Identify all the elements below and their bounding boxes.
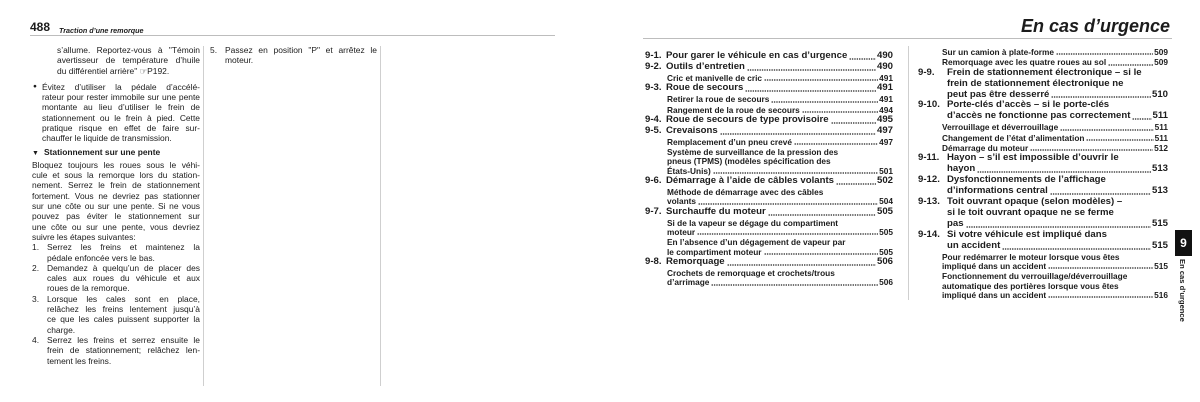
toc-page-number: 509	[1154, 57, 1168, 68]
text-line: roues de la remorque.	[47, 283, 130, 294]
toc-title-line: Méthode de démarrage avec des câbles	[667, 187, 824, 198]
toc-subsection-entry	[918, 134, 1168, 143]
toc-dot-leader	[1050, 193, 1151, 195]
text-line: cule et sous la remorque lors du station-	[32, 170, 200, 181]
text-line: pratique risque en effet de faire sur-	[42, 123, 200, 134]
header-rule-right	[643, 38, 1172, 39]
toc-column-1	[645, 51, 893, 288]
toc-entry-text	[667, 148, 893, 176]
running-header-title: Traction d’une remorque	[59, 26, 144, 35]
toc-page-number: 495	[876, 113, 893, 125]
text-line: Évitez d’utiliser la pédale d’accélé-	[42, 81, 200, 92]
left-page-column-2	[210, 45, 377, 66]
toc-subsection-entry	[918, 272, 1168, 300]
toc-section-entry	[918, 175, 1168, 197]
toc-title-text: Démarrage à l’aide de câbles volants	[666, 175, 834, 187]
toc-dot-leader	[698, 203, 878, 205]
toc-entry-text	[947, 230, 1168, 252]
toc-subsection-entry	[645, 95, 893, 104]
toc-title-text: un accident	[947, 239, 1001, 251]
toc-title-text: pas	[947, 217, 964, 229]
list-marker: 3.	[32, 293, 40, 304]
toc-dot-leader	[711, 284, 878, 286]
toc-dot-leader	[802, 111, 878, 113]
toc-title-line: automatique des portières lorsque vous êtes	[942, 280, 1119, 291]
toc-entry-text	[942, 48, 1168, 57]
toc-entry-text	[666, 176, 893, 187]
toc-page-number: 501	[879, 165, 893, 176]
toc-page-number: 515	[1151, 217, 1168, 229]
toc-page-number: 490	[876, 60, 893, 72]
text-line: Lorsque les cales sont en place,	[47, 293, 200, 304]
text-line: sur une côte ou sur une pente. Si ne vous	[32, 201, 200, 212]
toc-subsection-entry	[645, 269, 893, 288]
heading-marker: ▼	[32, 150, 39, 158]
toc-title-text: Roue de secours	[666, 82, 744, 94]
toc-page-number: 513	[1151, 163, 1168, 175]
toc-title-text: le compartiment moteur	[667, 246, 762, 257]
toc-page-number: 505	[879, 226, 893, 237]
toc-section-entry	[645, 176, 893, 187]
toc-title-line: Dysfonctionnements de l’affichage	[947, 174, 1106, 186]
toc-dot-leader	[697, 233, 878, 235]
toc-dot-leader	[771, 101, 878, 103]
toc-subsection-entry	[645, 188, 893, 207]
toc-title-line-with-page	[667, 138, 893, 147]
toc-section-entry	[918, 230, 1168, 252]
toc-subsection-entry	[918, 48, 1168, 57]
text-line: relâchez les freins lentement jusqu’à	[47, 304, 200, 315]
continuation-block	[32, 45, 200, 76]
toc-dot-leader	[836, 183, 876, 185]
toc-dot-leader	[747, 69, 876, 71]
list-marker: 1.	[32, 242, 40, 253]
toc-entry-text	[667, 138, 893, 147]
column-divider	[380, 46, 381, 386]
toc-subsection-entry	[645, 238, 893, 257]
toc-title-line: En l’absence d’un dégagement de vapeur par	[667, 237, 846, 248]
toc-entry-text	[666, 257, 893, 268]
toc-title-text: d’accès ne fonctionne pas correctement	[947, 110, 1131, 122]
toc-page-number: 516	[1154, 289, 1168, 300]
toc-title-line: Pour redémarrer le moteur lorsque vous êtes	[942, 251, 1120, 262]
toc-title-text: Pour garer le véhicule en cas d’urgence	[666, 50, 848, 61]
left-page-column-1	[32, 45, 200, 366]
toc-page-number: 502	[876, 175, 893, 187]
text-line: pédale enfoncée vers le bas.	[47, 252, 155, 263]
toc-title-line: Si votre véhicule est impliqué dans	[947, 228, 1107, 240]
toc-entry-text	[666, 126, 893, 137]
text-line: suivre les étapes suivantes:	[32, 231, 136, 242]
toc-column-2	[918, 48, 1168, 300]
toc-page-number: 505	[879, 246, 893, 257]
toc-entry-text	[666, 62, 893, 73]
toc-section-entry	[918, 197, 1168, 230]
text-line: pouvez pas éviter le stationnement sur	[32, 211, 200, 222]
toc-dot-leader	[764, 79, 878, 81]
text-line: fortement. Vous ne devriez pas stationner	[32, 190, 200, 201]
toc-section-entry	[645, 207, 893, 218]
toc-title-text: Changement de l’état d’alimentation	[942, 132, 1085, 143]
toc-dot-leader	[727, 264, 876, 266]
toc-title-line-with-page	[667, 95, 893, 104]
text-line: du différentiel arrière" ☞P192.	[57, 65, 170, 76]
text-line: frein de stationnement; relâchez len-	[47, 345, 200, 356]
step-block	[32, 242, 200, 263]
toc-section-number: 9-13.	[918, 196, 940, 208]
toc-section-number: 9-4.	[645, 113, 662, 125]
toc-section-entry	[918, 68, 1168, 101]
toc-title-line: frein de stationnement électronique ne	[947, 77, 1124, 89]
toc-page-number: 491	[876, 82, 893, 94]
toc-dot-leader	[1132, 118, 1151, 120]
toc-entry-text	[947, 68, 1168, 101]
list-marker: 4.	[32, 334, 40, 345]
text-line: une côte ou sur une pente, vous devriez	[32, 221, 200, 232]
toc-entry-text	[942, 134, 1168, 143]
toc-page-number: 511	[1154, 132, 1168, 143]
toc-page-number: 491	[879, 94, 893, 105]
toc-title-text: Démarrage du moteur	[942, 143, 1029, 154]
toc-title-text: impliqué dans un accident	[942, 260, 1047, 271]
toc-section-entry	[645, 126, 893, 137]
toc-entry-text	[942, 123, 1168, 132]
toc-title-text: Surchauffe du moteur	[666, 205, 766, 217]
chapter-title: En cas d’urgence	[1020, 16, 1170, 36]
toc-section-number: 9-1.	[645, 50, 662, 61]
toc-title-text: États-Unis)	[667, 165, 711, 176]
text-line: tement les freins.	[47, 355, 112, 366]
toc-title-text: volants	[667, 196, 697, 207]
text-line: Passez en position "P" et arrêtez le	[225, 45, 377, 55]
toc-title-line-with-page	[666, 126, 893, 137]
toc-section-number: 9-12.	[918, 174, 940, 186]
header-rule-left	[30, 35, 555, 36]
toc-section-entry	[918, 100, 1168, 122]
toc-subsection-entry	[645, 219, 893, 238]
column-divider	[908, 46, 909, 300]
toc-subsection-entry	[645, 138, 893, 147]
toc-entry-text	[947, 100, 1168, 122]
toc-title-line-with-page	[666, 207, 893, 218]
toc-title-text: Crevaisons	[666, 124, 718, 136]
toc-title-line: Système de surveillance de la pression des	[667, 147, 839, 158]
toc-page-number: 515	[1154, 260, 1168, 271]
list-marker: 5.	[210, 45, 218, 55]
toc-section-number: 9-14.	[918, 228, 940, 240]
page-number: 488	[30, 20, 51, 34]
toc-dot-leader	[1002, 248, 1151, 250]
step-block	[32, 263, 200, 294]
toc-section-entry	[645, 257, 893, 268]
text-line: ce que les cales puissent supporter la	[47, 314, 200, 325]
toc-dot-leader	[745, 90, 876, 92]
text-line: rateur pour rester immobile sur une pente	[42, 92, 200, 103]
toc-section-number: 9-7.	[645, 205, 662, 217]
toc-title-text: Roue de secours de type provisoire	[666, 113, 829, 125]
toc-title-line-with-page	[667, 228, 893, 237]
text-line: s’allume. Reportez-vous à "Témoin	[57, 45, 200, 55]
list-marker: 2.	[32, 262, 40, 273]
toc-title-line-with-page	[666, 176, 893, 187]
toc-section-number: 9-5.	[645, 124, 662, 136]
toc-page-number: 497	[879, 136, 893, 147]
chapter-tab-number: 9	[1175, 230, 1192, 256]
bullet-block	[32, 82, 200, 144]
toc-dot-leader	[977, 171, 1151, 173]
column-divider	[203, 46, 204, 386]
toc-title-line: Toit ouvrant opaque (selon modèles) –	[947, 196, 1123, 208]
toc-entry-text	[667, 219, 893, 238]
toc-page-number: 491	[879, 72, 893, 83]
toc-entry-text	[947, 175, 1168, 197]
toc-title-line-with-page	[666, 62, 893, 73]
toc-section-number: 9-3.	[645, 82, 662, 94]
text-line: cales aux roues du véhicule et aux	[47, 273, 200, 284]
toc-title-text: peut pas être desserré	[947, 88, 1050, 100]
text-line: nement. Serrez le frein de stationnement	[32, 180, 200, 191]
toc-entry-text	[667, 95, 893, 104]
toc-entry-text	[667, 269, 893, 288]
toc-title-line-with-page	[942, 134, 1168, 143]
text-line: charge.	[47, 324, 76, 335]
toc-title-text: Outils d’entretien	[666, 60, 745, 72]
toc-entry-text	[666, 83, 893, 94]
toc-entry-text	[666, 207, 893, 218]
step-block	[210, 45, 377, 66]
toc-section-number: 9-2.	[645, 60, 662, 72]
toc-dot-leader	[1030, 149, 1153, 151]
toc-dot-leader	[1108, 64, 1153, 66]
toc-page-number: 497	[876, 124, 893, 136]
toc-title-line-with-page	[666, 83, 893, 94]
toc-subsection-entry	[918, 253, 1168, 272]
toc-page-number: 513	[1151, 185, 1168, 197]
toc-entry-text	[947, 197, 1168, 230]
toc-title-line: Crochets de remorquage et crochets/trous	[667, 267, 835, 278]
toc-page-number: 504	[879, 196, 893, 207]
toc-page-number: 510	[1151, 88, 1168, 100]
toc-entry-text	[942, 272, 1168, 300]
toc-title-line: Porte-clés d’accès – si le porte-clés	[947, 99, 1110, 111]
toc-section-entry	[645, 83, 893, 94]
toc-page-number: 490	[876, 50, 893, 61]
list-marker: ●	[33, 83, 37, 91]
toc-dot-leader	[1048, 267, 1153, 269]
chapter-tab-label: En cas d’urgence	[1178, 259, 1187, 322]
toc-dot-leader	[794, 143, 878, 145]
toc-section-number: 9-11.	[918, 152, 940, 164]
toc-page-number: 506	[876, 255, 893, 267]
toc-dot-leader	[1048, 296, 1153, 298]
toc-dot-leader	[1086, 139, 1153, 141]
toc-dot-leader	[966, 226, 1151, 228]
step-block	[32, 294, 200, 335]
text-line: Demandez à quelqu’un de placer des	[47, 262, 200, 273]
toc-title-text: Cric et manivelle de cric	[667, 72, 763, 83]
toc-page-number: 511	[1152, 110, 1168, 122]
para-block	[32, 160, 200, 242]
toc-section-number: 9-6.	[645, 175, 662, 187]
toc-subsection-entry	[918, 123, 1168, 132]
text-line: Serrez les freins et maintenez la	[47, 242, 200, 253]
toc-page-number: 515	[1151, 239, 1168, 251]
toc-title-line: Hayon – s’il est impossible d’ouvrir le	[947, 152, 1119, 164]
toc-dot-leader	[1056, 53, 1153, 55]
toc-title-text: Remorquage avec les quatre roues au sol	[942, 57, 1107, 68]
toc-title-text: d’arrimage	[667, 277, 710, 288]
text-line: moteur.	[225, 55, 254, 66]
toc-title-text: hayon	[947, 163, 976, 175]
toc-section-number: 9-10.	[918, 99, 940, 111]
toc-title-text: Retirer la roue de secours	[667, 94, 770, 105]
toc-title-line-with-page	[947, 241, 1168, 252]
toc-entry-text	[942, 253, 1168, 272]
toc-title-line-with-page	[942, 291, 1168, 300]
toc-page-number: 511	[1154, 122, 1168, 133]
toc-dot-leader	[1051, 96, 1151, 98]
text-line: Serrez les freins et serrez ensuite le	[47, 334, 200, 345]
toc-title-line: Fonctionnement du verrouillage/déverrouillage	[942, 271, 1128, 282]
text-line: montante au lieu d’utiliser le frein de	[42, 102, 200, 113]
toc-section-number: 9-8.	[645, 255, 662, 267]
toc-dot-leader	[713, 172, 878, 174]
toc-page-number: 512	[1154, 143, 1168, 154]
text-line: Bloquez toujours les roues sous le véhi-	[32, 159, 200, 170]
toc-title-line: Frein de stationnement électronique – si le	[947, 66, 1142, 78]
toc-title-line-with-page	[667, 278, 893, 287]
toc-dot-leader	[849, 58, 876, 60]
toc-title-line: si le toit ouvrant opaque ne se ferme	[947, 206, 1114, 218]
text-line: avertisseur de température d’huile	[57, 55, 200, 66]
step-block	[32, 335, 200, 366]
toc-page-number: 509	[1154, 47, 1168, 57]
toc-entry-text	[667, 238, 893, 257]
toc-title-line-with-page	[942, 262, 1168, 271]
toc-page-number: 506	[879, 277, 893, 288]
toc-title-text: moteur	[667, 226, 696, 237]
toc-title-line: Si de la vapeur se dégage du compartiment	[667, 217, 839, 228]
subsection-heading: Stationnement sur une pente	[43, 147, 161, 158]
toc-page-number: 494	[879, 104, 893, 115]
toc-title-line-with-page	[942, 123, 1168, 132]
toc-title-line-with-page	[666, 257, 893, 268]
heading-block	[32, 147, 200, 159]
toc-dot-leader	[720, 133, 876, 135]
toc-title-text: Sur un camion à plate-forme	[942, 47, 1055, 57]
toc-dot-leader	[1060, 129, 1153, 131]
toc-entry-text	[947, 153, 1168, 175]
toc-title-text: Remplacement d’un pneu crevé	[667, 136, 792, 147]
toc-section-number: 9-9.	[918, 66, 935, 78]
toc-section-entry	[645, 62, 893, 73]
toc-title-line: pneus (TPMS) (modèles spécification des	[667, 156, 831, 167]
toc-section-entry	[918, 153, 1168, 175]
toc-dot-leader	[764, 253, 879, 255]
toc-title-text: impliqué dans un accident	[942, 289, 1047, 300]
toc-title-line-with-page	[942, 48, 1168, 57]
toc-title-text: d’informations central	[947, 185, 1048, 197]
toc-title-text: Verrouillage et déverrouillage	[942, 122, 1059, 133]
toc-dot-leader	[831, 122, 876, 124]
toc-page-number: 505	[876, 205, 893, 217]
text-line: stationnement ou le frein à pied. Cette	[42, 112, 200, 123]
toc-subsection-entry	[645, 148, 893, 176]
toc-title-line-with-page	[947, 111, 1168, 122]
toc-dot-leader	[768, 214, 876, 216]
toc-title-text: Remorquage	[666, 255, 725, 267]
toc-entry-text	[667, 188, 893, 207]
text-line: chauffer le liquide de transmission.	[42, 133, 172, 144]
toc-title-text: Rangement de la roue de secours	[667, 104, 800, 115]
